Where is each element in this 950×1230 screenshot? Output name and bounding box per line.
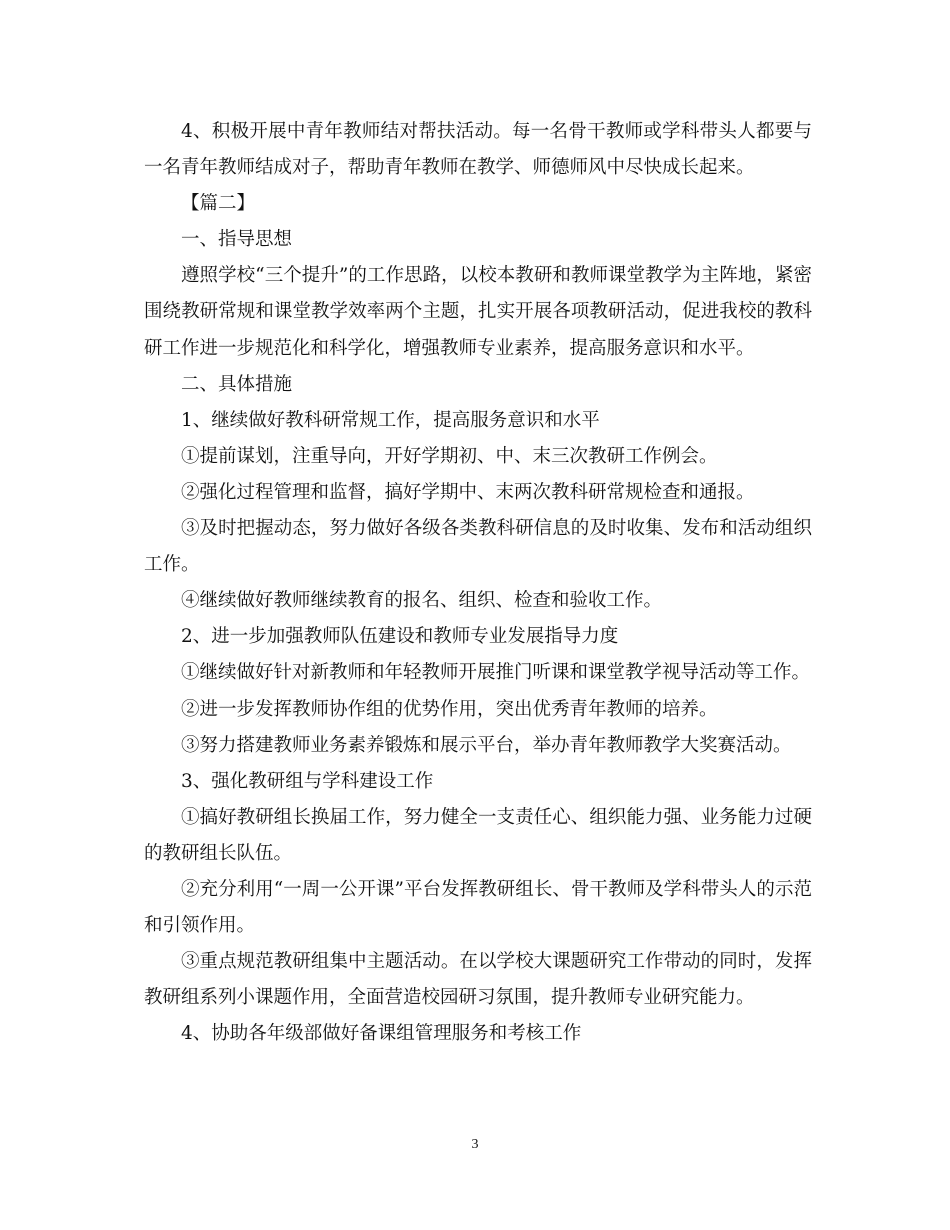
paragraph-mentoring: 4、积极开展中青年教师结对帮扶活动。每一名骨干教师或学科带头人都要与一名青年教师结成对子，帮助青年教师在教学、师德师风中尽快成长起来。 xyxy=(144,121,812,179)
subheading-teacher-development: 2、进一步加强教师队伍建设和教师专业发展指导力度 xyxy=(181,626,619,648)
paragraph-guiding-ideology: 遵照学校“三个提升”的工作思路，以校本教研和教师课堂教学为主阵地，紧密围绕教研常规和课堂教学效率两个主题，扎实开展各项教研活动，促进我校的教科研工作进一步规范化和科学化，增强教师专业素养，提高服务意识和水平。 xyxy=(144,265,812,359)
list-item-4: ④继续做好教师继续教育的报名、组织、检查和验收工作。 xyxy=(181,590,663,612)
list-item-10: ③重点规范教研组集中主题活动。在以学校大课题研究工作带动的同时，发挥教研组系列小课题作用，全面营造校园研习氛围，提升教师专业研究能力。 xyxy=(144,951,812,1009)
heading-specific-measures: 二、具体措施 xyxy=(181,373,293,395)
subheading-routine-work: 1、继续做好教科研常规工作，提高服务意识和水平 xyxy=(181,409,600,431)
list-item-9: ②充分利用“一周一公开课”平台发挥教研组长、骨干教师及学科带头人的示范和引领作用。 xyxy=(144,878,812,937)
heading-guiding-ideology: 一、指导思想 xyxy=(181,229,293,251)
page-number: 3 xyxy=(471,1137,479,1152)
subheading-lesson-prep-groups: 4、协助各年级部做好备课组管理服务和考核工作 xyxy=(181,1023,582,1045)
list-item-3: ③及时把握动态，努力做好各级各类教科研信息的及时收集、发布和活动组织工作。 xyxy=(144,518,812,576)
section-heading-part-two: 【篇二】 xyxy=(181,193,256,215)
list-item-5: ①继续做好针对新教师和年轻教师开展推门听课和课堂教学视导活动等工作。 xyxy=(181,662,811,684)
list-item-7: ③努力搭建教师业务素养锻炼和展示平台，举办青年教师教学大奖赛活动。 xyxy=(181,734,792,756)
document-body xyxy=(144,114,812,1052)
subheading-research-groups: 3、强化教研组与学科建设工作 xyxy=(181,770,434,792)
list-item-6: ②进一步发挥教师协作组的优势作用，突出优秀青年教师的培养。 xyxy=(181,698,718,720)
list-item-8: ①搞好教研组长换届工作，努力健全一支责任心、组织能力强、业务能力过硬的教研组长队伍。 xyxy=(144,806,812,864)
list-item-1: ①提前谋划，注重导向，开好学期初、中、末三次教研工作例会。 xyxy=(181,445,718,467)
list-item-2: ②强化过程管理和监督，搞好学期中、末两次教科研常规检查和通报。 xyxy=(181,481,755,503)
